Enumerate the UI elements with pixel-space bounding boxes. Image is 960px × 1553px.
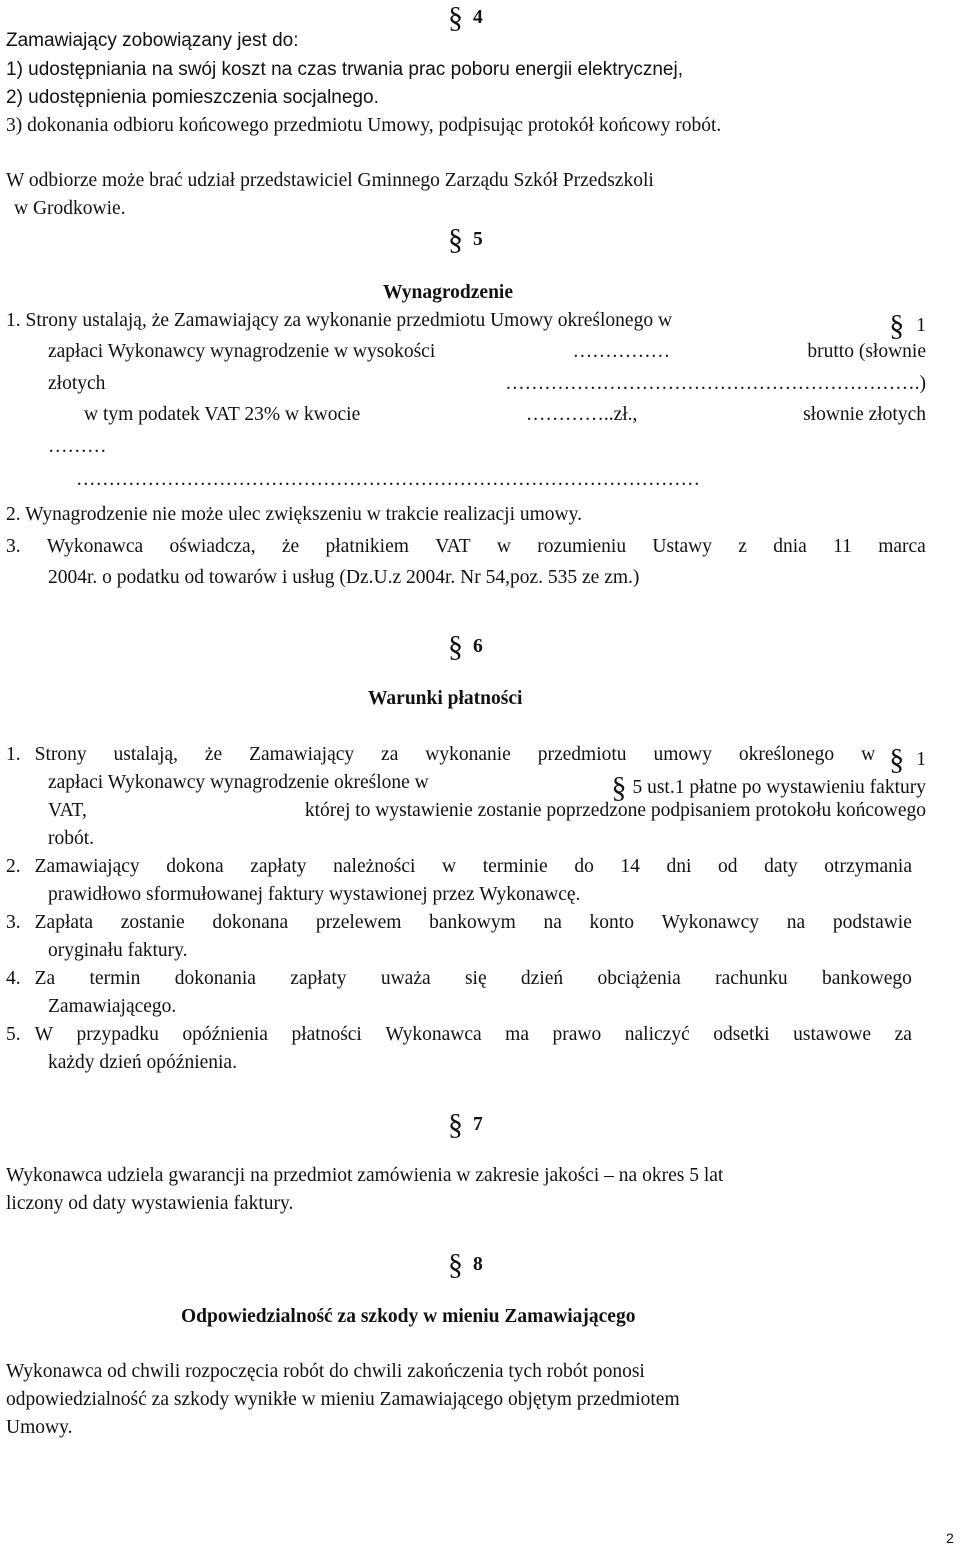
s6-item-1-line-1: 1. Strony ustalają, że Zamawiający za wykonanie przedmiotu umowy określonego w § 1	[6, 743, 926, 776]
s5-p1-line-1: 1. Strony ustalają, że Zamawiający za wykonanie przedmiotu Umowy określonego w § 1	[6, 309, 926, 342]
s5-p1-line-3: złotych ……………………………………………………….)	[48, 373, 926, 394]
section-sign-icon: §	[889, 743, 905, 776]
s5-p3-line-1: 3. Wykonawca oświadcza, że płatnikiem VAT w rozumieniu Ustawy z dnia 11 marca	[6, 536, 926, 557]
section-sign-icon: §	[448, 1, 463, 34]
s6-item-5-line-2: każdy dzień opóźnienia.	[48, 1052, 237, 1073]
s6-item-3-line-1: 3. Zapłata zostanie dokonana przelewem bankowym na konto Wykonawcy na podstawie	[6, 912, 912, 933]
s8-line-1: Wykonawca od chwili rozpoczęcia robót do chwili zakończenia tych robót ponosi	[6, 1361, 645, 1382]
s6-item-1-line-2: zapłaci Wykonawcy wynagrodzenie określone w § 5 ust.1 płatne po wystawieniu faktury	[48, 771, 926, 804]
section-sign-icon: §	[611, 771, 627, 804]
s8-title: Odpowiedzialność za szkody w mieniu Zamawiającego	[181, 1306, 636, 1327]
section-sign-icon: §	[448, 1108, 463, 1141]
s4-item-1: 1) udostępniania na swój koszt na czas trwania prac poboru energii elektrycznej,	[6, 59, 683, 80]
section-sign-icon: §	[448, 223, 463, 256]
s7-line-2: liczony od daty wystawienia faktury.	[6, 1193, 294, 1214]
s7-line-1: Wykonawca udziela gwarancji na przedmiot zamówienia w zakresie jakości – na okres 5 lat	[6, 1165, 724, 1186]
section-7-heading: § 7	[448, 1108, 483, 1141]
s6-item-4-line-1: 4. Za termin dokonania zapłaty uważa się dzień obciążenia rachunku bankowego	[6, 968, 912, 989]
s6-item-5-line-1: 5. W przypadku opóźnienia płatności Wykonawca ma prawo naliczyć odsetki ustawowe za	[6, 1024, 912, 1045]
s6-item-1-line-4: robót.	[48, 828, 95, 849]
section-8-heading: § 8	[448, 1248, 483, 1281]
s4-intro: Zamawiający zobowiązany jest do:	[6, 30, 299, 51]
s6-item-3-line-2: oryginału faktury.	[48, 940, 188, 961]
s6-item-1-line-3: VAT, której to wystawienie zostanie poprzedzone podpisaniem protokołu końcowego	[48, 800, 926, 821]
s5-p1-line-2: zapłaci Wykonawcy wynagrodzenie w wysokości …………… brutto (słownie	[48, 341, 926, 362]
section-5-heading: § 5	[448, 223, 483, 256]
page-number: 2	[946, 1530, 954, 1546]
s5-p1-line-6: ……………………………………………………………………………………	[76, 469, 700, 490]
s4-note-line-1: W odbiorze może brać udział przedstawiciel Gminnego Zarządu Szkół Przedszkoli	[6, 170, 654, 191]
s6-item-2-line-1: 2. Zamawiający dokona zapłaty należności w terminie do 14 dni od daty otrzymania	[6, 856, 912, 877]
s5-p1-line-5: ………	[48, 436, 107, 457]
s8-line-2: odpowiedzialność za szkody wynikłe w mieniu Zamawiającego objętym przedmiotem	[6, 1389, 680, 1410]
s5-p1-line-4: w tym podatek VAT 23% w kwocie …………..zł., słownie złotych	[84, 404, 926, 425]
s5-p3-line-2: 2004r. o podatku od towarów i usług (Dz.U.z 2004r. Nr 54,poz. 535 ze zm.)	[48, 567, 640, 588]
section-sign-icon: §	[448, 1248, 463, 1281]
s6-item-4-line-2: Zamawiającego.	[48, 996, 177, 1017]
section-sign-icon: §	[889, 309, 905, 342]
s4-note-line-2: w Grodkowie.	[14, 198, 126, 219]
section-6-heading: § 6	[448, 630, 483, 663]
section-sign-icon: §	[448, 630, 463, 663]
s5-p2: 2. Wynagrodzenie nie może ulec zwiększeniu w trakcie realizacji umowy.	[6, 504, 582, 525]
section-4-heading: § 4	[448, 1, 483, 34]
s6-item-2-line-2: prawidłowo sformułowanej faktury wystawionej przez Wykonawcę.	[48, 884, 581, 905]
s8-line-3: Umowy.	[6, 1417, 73, 1438]
s6-title: Warunki płatności	[368, 688, 523, 709]
s4-item-2: 2) udostępnienia pomieszczenia socjalnego.	[6, 87, 379, 108]
s4-item-3: 3) dokonania odbioru końcowego przedmiotu Umowy, podpisując protokół końcowy robót.	[6, 115, 722, 136]
s5-title: Wynagrodzenie	[383, 282, 513, 303]
